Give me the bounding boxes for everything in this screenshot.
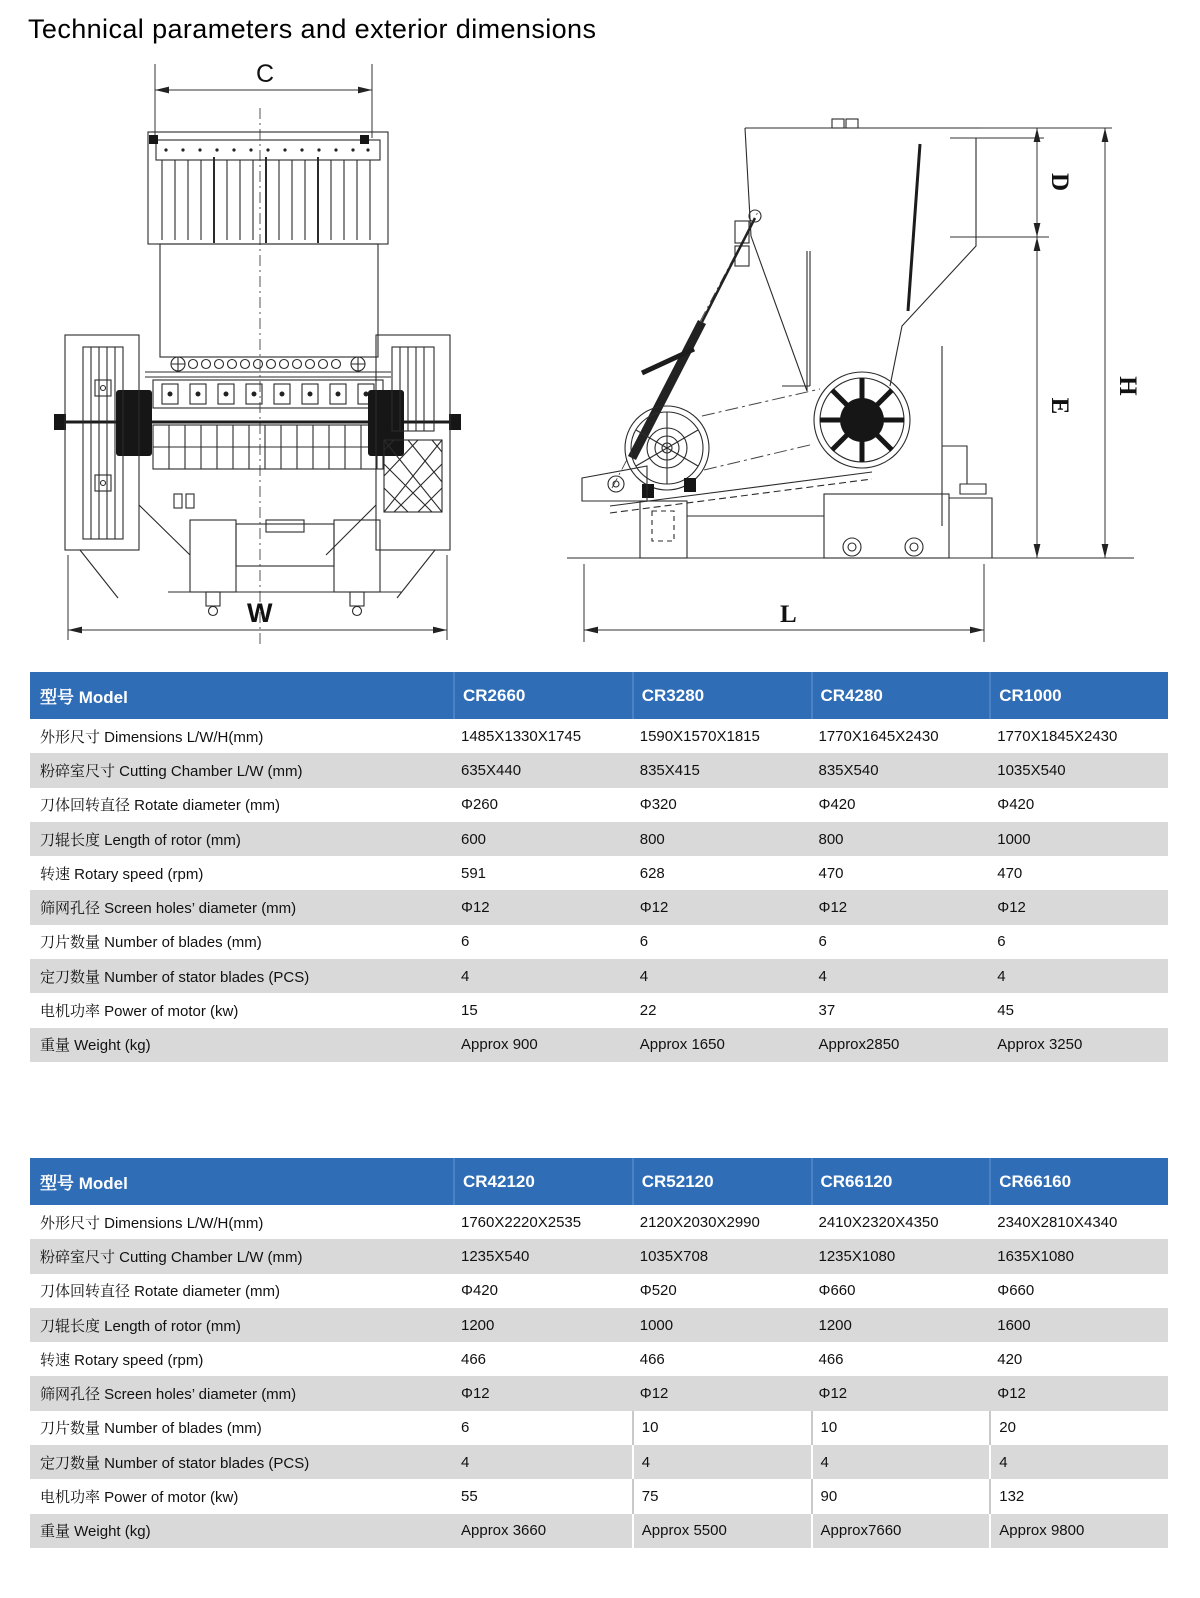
spec-value: 1035X540 (997, 761, 1066, 779)
spec-value: Φ660 (997, 1282, 1035, 1300)
spec-row (30, 959, 1168, 993)
spec-table-small-models (30, 672, 1168, 1062)
spec-value: 628 (639, 864, 665, 882)
spec-value: Φ420 (997, 796, 1035, 814)
spec-value: 1770X1645X2430 (818, 727, 939, 745)
spec-value: Approx 3250 (997, 1036, 1083, 1054)
spec-value: 835X540 (818, 761, 879, 779)
spec-value: 600 (461, 830, 487, 848)
table1-header (30, 672, 1168, 719)
spec-row (30, 856, 1168, 890)
spec-value: 132 (989, 1479, 1168, 1513)
spec-value: Φ420 (818, 796, 856, 814)
spec-value: 466 (818, 1350, 844, 1368)
spec-value: 1635X1080 (997, 1247, 1074, 1265)
model-header-cr42120: CR42120 (453, 1158, 632, 1205)
spec-value: 800 (639, 830, 665, 848)
spec-value: Φ12 (461, 1385, 490, 1403)
spec-row (30, 1411, 1168, 1445)
spec-row (30, 1514, 1168, 1548)
spec-row-label: 重量 Weight (kg) (40, 1523, 151, 1541)
spec-value: Φ520 (639, 1282, 677, 1300)
spec-row-label: 粉碎室尺寸 Cutting Chamber L/W (mm) (40, 762, 303, 780)
spec-row-label: 刀体回转直径 Rotate diameter (mm) (40, 1283, 281, 1301)
spec-row-label: 外形尺寸 Dimensions L/W/H(mm) (40, 728, 264, 746)
spec-value: 1485X1330X1745 (461, 727, 582, 745)
spec-row-label: 电机功率 Power of motor (kw) (40, 1003, 239, 1021)
spec-value: 1770X1845X2430 (997, 727, 1118, 745)
spec-value: Φ12 (997, 899, 1026, 917)
spec-row (30, 1028, 1168, 1062)
spec-row-label: 刀体回转直径 Rotate diameter (mm) (40, 797, 281, 815)
model-header-cr52120: CR52120 (632, 1158, 811, 1205)
model-header-cr1000: CR1000 (989, 672, 1168, 719)
spec-value: 1600 (997, 1316, 1031, 1334)
dimension-C (155, 60, 372, 138)
spec-value: 4 (811, 1445, 990, 1479)
spec-row (30, 822, 1168, 856)
spec-value: 2120X2030X2990 (639, 1213, 760, 1231)
spec-value: 2340X2810X4340 (997, 1213, 1118, 1231)
dimension-H (1105, 128, 1141, 558)
dim-label-h: H (1114, 376, 1141, 396)
page-title: Technical parameters and exterior dimensions (28, 14, 597, 44)
spec-row (30, 719, 1168, 753)
spec-value: 1000 (639, 1316, 674, 1334)
front-braces (80, 505, 435, 598)
spec-row (30, 1274, 1168, 1308)
spec-row-label: 重量 Weight (kg) (40, 1037, 151, 1055)
spec-row (30, 1308, 1168, 1342)
spec-value: 470 (818, 864, 844, 882)
spec-value: 4 (639, 967, 649, 985)
model-header-cr3280: CR3280 (632, 672, 811, 719)
spec-value: 1200 (461, 1316, 495, 1334)
spec-row (30, 1239, 1168, 1273)
side-hopper (735, 119, 980, 391)
spec-row (30, 925, 1168, 959)
spec-value: Φ12 (818, 1385, 848, 1403)
spec-value: 2410X2320X4350 (818, 1213, 939, 1231)
spec-row (30, 993, 1168, 1027)
spec-value: 1000 (997, 830, 1031, 848)
spec-value: 4 (997, 967, 1006, 985)
spec-row-label: 刀片数量 Number of blades (mm) (40, 1420, 262, 1438)
spec-value: Approx2850 (818, 1036, 900, 1054)
right-bearing-block (368, 390, 404, 456)
spec-value: 22 (639, 1002, 657, 1020)
spec-value: Approx 900 (461, 1036, 538, 1054)
spec-value: 1035X708 (639, 1247, 709, 1265)
dimension-E (1037, 237, 1073, 558)
spec-value: 4 (989, 1445, 1168, 1479)
spec-value: 470 (997, 864, 1023, 882)
dimension-D (1037, 128, 1073, 237)
front-body (160, 244, 378, 357)
spec-value: Φ12 (997, 1385, 1026, 1403)
spec-value: Φ12 (639, 1385, 669, 1403)
model-header-label: 型号 Model (40, 1174, 128, 1193)
spec-row-label: 刀辊长度 Length of rotor (mm) (40, 1317, 241, 1335)
spec-value: Approx 5500 (632, 1514, 811, 1548)
spec-value: 1760X2220X2535 (461, 1213, 582, 1231)
spec-row (30, 890, 1168, 924)
spec-value: 466 (639, 1350, 665, 1368)
model-header-cr4280: CR4280 (811, 672, 990, 719)
spec-value: 466 (461, 1350, 487, 1368)
spec-value: 1590X1570X1815 (639, 727, 760, 745)
spec-value: 55 (461, 1488, 478, 1506)
spec-value: 6 (461, 933, 470, 951)
spec-row-label: 电机功率 Power of motor (kw) (40, 1489, 239, 1507)
spec-value: 420 (997, 1350, 1023, 1368)
spec-value: 1235X540 (461, 1247, 530, 1265)
spec-row-label: 筛网孔径 Screen holes’ diameter (mm) (40, 900, 297, 918)
spec-value: Approx 9800 (989, 1514, 1168, 1548)
spec-value: Approx 3660 (461, 1522, 547, 1540)
spec-value: Φ660 (818, 1282, 856, 1300)
front-chain (171, 357, 365, 371)
spec-value: 10 (811, 1411, 990, 1445)
spec-value: 1200 (818, 1316, 852, 1334)
model-header-cr2660: CR2660 (453, 672, 632, 719)
spec-value: 10 (632, 1411, 811, 1445)
spec-value: 6 (461, 1419, 470, 1437)
side-view-drawing (552, 86, 1157, 656)
spec-value: 6 (639, 933, 649, 951)
front-hopper (148, 132, 388, 244)
flywheel (814, 372, 910, 468)
spec-value: Approx7660 (811, 1514, 990, 1548)
spec-row-label: 粉碎室尺寸 Cutting Chamber L/W (mm) (40, 1248, 303, 1266)
spec-value: 4 (461, 967, 470, 985)
table2-header (30, 1158, 1168, 1205)
spec-value: 800 (818, 830, 844, 848)
dim-label-d: D (1046, 172, 1073, 192)
spec-value: 4 (632, 1445, 811, 1479)
spec-row (30, 1445, 1168, 1479)
spec-row-label: 定刀数量 Number of stator blades (PCS) (40, 968, 310, 986)
spec-value: 45 (997, 1002, 1014, 1020)
dim-label-w: W (247, 598, 273, 628)
spec-value: 20 (989, 1411, 1168, 1445)
spec-row (30, 753, 1168, 787)
spec-row (30, 1342, 1168, 1376)
belt-lines (702, 389, 820, 470)
spec-value: 591 (461, 864, 487, 882)
spec-row (30, 788, 1168, 822)
dim-label-e: E (1046, 397, 1073, 415)
spec-value: 6 (997, 933, 1006, 951)
dimension-W (68, 555, 447, 640)
spec-value: Φ260 (461, 796, 498, 814)
spec-value: 37 (818, 1002, 836, 1020)
spec-value: 15 (461, 1002, 478, 1020)
spec-value: Φ12 (639, 899, 669, 917)
spec-row-label: 筛网孔径 Screen holes’ diameter (mm) (40, 1386, 297, 1404)
spec-value: 4 (818, 967, 827, 985)
spec-row-label: 转速 Rotary speed (rpm) (40, 1351, 204, 1369)
spec-value: Φ420 (461, 1282, 498, 1300)
spec-table-large-models (30, 1158, 1168, 1548)
hopper-inner-rod (908, 144, 920, 311)
spec-row (30, 1205, 1168, 1239)
spec-value: Φ12 (818, 899, 848, 917)
side-base (582, 466, 992, 558)
dimension-L (584, 564, 984, 642)
model-header-label: 型号 Model (40, 688, 128, 707)
spec-value: Φ320 (639, 796, 677, 814)
dim-label-c: C (256, 60, 275, 88)
spec-value: 90 (811, 1479, 990, 1513)
spec-value: 835X415 (639, 761, 700, 779)
spec-value: 75 (632, 1479, 811, 1513)
spec-row-label: 转速 Rotary speed (rpm) (40, 865, 204, 883)
table2-body (30, 1205, 1168, 1548)
spec-value: 4 (461, 1453, 470, 1471)
spec-value: Approx 1650 (639, 1036, 725, 1054)
spec-value: 6 (818, 933, 827, 951)
spec-row-label: 刀辊长度 Length of rotor (mm) (40, 831, 241, 849)
front-view-drawing (50, 50, 465, 662)
spec-row (30, 1479, 1168, 1513)
spec-row-label: 定刀数量 Number of stator blades (PCS) (40, 1454, 310, 1472)
spec-row-label: 刀片数量 Number of blades (mm) (40, 934, 262, 952)
model-header-cr66160: CR66160 (989, 1158, 1168, 1205)
spec-row-label: 外形尺寸 Dimensions L/W/H(mm) (40, 1214, 264, 1232)
dim-label-l: L (780, 601, 797, 628)
table1-body (30, 719, 1168, 1062)
spec-value: 635X440 (461, 761, 522, 779)
spec-row (30, 1376, 1168, 1410)
spec-value: Φ12 (461, 899, 490, 917)
model-header-cr66120: CR66120 (811, 1158, 990, 1205)
front-base (168, 494, 402, 616)
left-bearing-block (116, 390, 152, 456)
spec-value: 1235X1080 (818, 1247, 896, 1265)
